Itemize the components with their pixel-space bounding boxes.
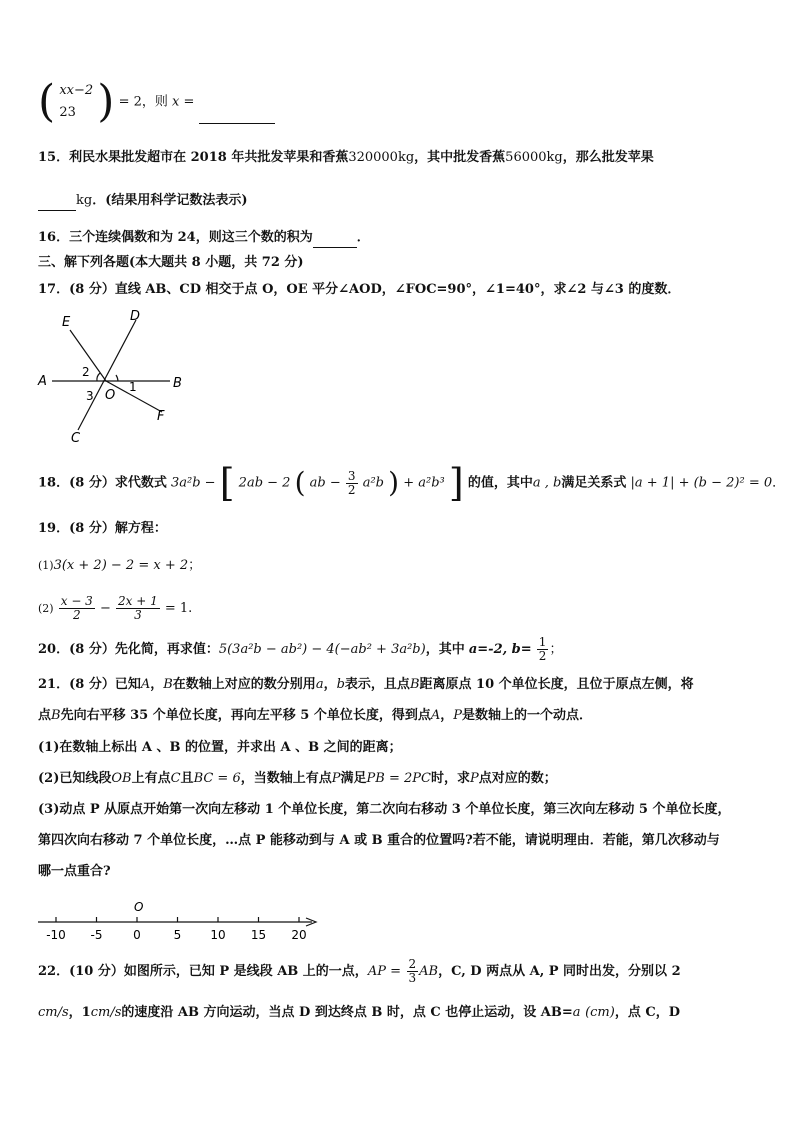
q22-frac-den: 3 <box>408 971 417 985</box>
q19-part1 <box>38 556 201 576</box>
q21-A2: A <box>430 708 441 723</box>
q18-vars: a , b <box>532 475 562 491</box>
q20-end: ； <box>549 642 563 657</box>
q21-BC: BC = 6 <box>193 771 241 786</box>
q18-expr-2: 2ab − 2 <box>238 475 291 491</box>
q21-t1d: ， <box>323 677 337 692</box>
q22-t1b: ，C, D 两点从 A, P 同时出发，分别以 2 <box>438 964 681 979</box>
q18-mid2: 满足关系式 <box>561 475 627 491</box>
label-A: A <box>38 374 47 389</box>
matrix-row-1: xx−2 <box>59 83 94 98</box>
q21-t1c: 在数轴上对应的数分别用 <box>172 677 316 692</box>
q22-line2 <box>38 1003 680 1023</box>
q18-expr-5: + a²b³ <box>403 475 445 491</box>
q19-f2-den: 3 <box>134 608 142 622</box>
q22-t2d: 的速度沿 AB 方向运动，当点 D 到达终点 B 时，点 C 也停止运动，设 AB= <box>121 1005 573 1020</box>
label-O: O <box>105 388 116 403</box>
q21-OB: OB <box>111 771 132 786</box>
q21-line1 <box>38 675 694 695</box>
q15-text-b: ，其中批发香蕉 <box>414 150 506 165</box>
q21-p2g: 点对应的数； <box>478 771 557 786</box>
q18-expr-4: a²b <box>362 475 384 491</box>
q20-values: a=-2, b= <box>468 642 532 657</box>
section-3-heading: 三、解下列各题(本大题共 8 小题，共 72 分) <box>38 255 304 270</box>
axis-origin-label: O <box>134 900 144 914</box>
q21-t1e: 表示，且点 <box>344 677 410 692</box>
axis-tick-label: 5 <box>173 928 182 942</box>
q15-value-total: 320000kg <box>348 150 415 165</box>
q16-end: ． <box>356 230 370 245</box>
q21-part2 <box>38 769 557 789</box>
q21-a: a <box>315 677 324 692</box>
paren-right: ) <box>388 466 400 499</box>
axis-tick-label: 10 <box>210 928 226 942</box>
q19-minus: − <box>99 601 111 616</box>
angle-arc-2 <box>97 373 100 381</box>
q21-p2b: 上有点 <box>131 771 171 786</box>
q15-unit: kg <box>76 193 93 208</box>
q22-unit-2: cm/s <box>90 1005 122 1020</box>
q22-cm: (cm) <box>585 1005 615 1020</box>
q16-text: 16．三个连续偶数和为 24，则这三个数的积为 <box>38 230 313 245</box>
q22-AB: AB <box>419 964 439 979</box>
q19-p2-label: (2) <box>38 602 54 615</box>
q21-B: B <box>163 677 173 692</box>
q21-t1b: ， <box>150 677 164 692</box>
q17-figure <box>30 308 190 448</box>
q18-expr-1: 3a²b − <box>170 475 216 491</box>
q21-t2c: ， <box>440 708 454 723</box>
matrix <box>59 80 93 124</box>
q21-PB: PB = 2PC <box>366 771 431 786</box>
q16-answer-blank[interactable] <box>313 233 357 248</box>
q20-mid: ，其中 <box>425 642 465 657</box>
label-angle-1: 1 <box>129 380 137 394</box>
q15-text-a: 15．利民水果批发超市在 2018 年共批发苹果和香蕉 <box>38 150 349 165</box>
q18-end: ． <box>772 475 786 491</box>
q20 <box>38 634 562 666</box>
q19-p1-end: ； <box>188 558 202 573</box>
label-E: E <box>62 315 71 330</box>
q21-p2d: ，当数轴上有点 <box>240 771 332 786</box>
q15-value-banana: 56000kg <box>505 150 563 165</box>
q21-t1a: 21．(8 分）已知 <box>38 677 141 692</box>
q20-b-den: 2 <box>538 649 547 663</box>
axis-tick-label: 20 <box>291 928 307 942</box>
q15-text-c: ，那么批发苹果 <box>562 150 654 165</box>
q19-frac-2 <box>116 595 160 622</box>
q16 <box>38 228 370 248</box>
axis-tick-label: -5 <box>90 928 103 942</box>
q18-mid: 的值，其中 <box>467 475 533 491</box>
q18-frac-num: 3 <box>347 468 356 483</box>
q15-text-d: ．(结果用科学记数法表示) <box>92 193 248 208</box>
q15-line2 <box>38 191 248 211</box>
q18-prefix: 18．(8 分）求代数式 <box>38 475 167 491</box>
q18-frac-den: 2 <box>347 482 356 497</box>
q19-f1-num: x − 3 <box>60 594 93 608</box>
q21-P2: P <box>331 771 341 786</box>
q21-B3: B <box>51 708 61 723</box>
q22-t1a: 22．(10 分）如图所示，已知 P 是线段 AB 上的一点， <box>38 964 368 979</box>
q14-tail <box>38 76 275 127</box>
q15-answer-blank[interactable] <box>38 196 76 211</box>
q19-f1-den: 2 <box>72 608 81 622</box>
q21-number-line <box>36 896 336 946</box>
q21-part1: (1)在数轴上标出 A 、B 的位置，并求出 A 、B 之间的距离； <box>38 740 402 755</box>
label-D: D <box>130 309 141 324</box>
q21-p2e: 满足 <box>340 771 367 786</box>
label-angle-2: 2 <box>82 365 90 379</box>
matrix-right-paren: ) <box>97 76 115 127</box>
axis-tick-label: 0 <box>133 928 141 942</box>
q22-a: a <box>572 1005 581 1020</box>
q19-p2-end: = 1. <box>164 601 193 616</box>
q19-p1-label: (1) <box>38 559 54 572</box>
q14-answer-blank[interactable] <box>199 109 275 124</box>
q19-f2-num: 2x + 1 <box>118 594 158 608</box>
axis-tick-label: -10 <box>46 928 66 942</box>
q21-t2b: 先向右平移 35 个单位长度，再向左平移 5 个单位长度，得到点 <box>60 708 431 723</box>
label-F: F <box>157 409 165 424</box>
q21-P3: P <box>469 771 479 786</box>
q21-B2: B <box>409 677 420 692</box>
q14-eq: = 2，则 <box>118 94 168 110</box>
q21-part3-line2: 第四次向右移动 7 个单位长度，…点 P 能移动到与 A 或 B 重合的位置吗?若不能，请说明理由．若能，第几次移动与 <box>38 833 720 848</box>
q20-frac-b <box>537 636 549 663</box>
q22-t2b: ，1 <box>68 1005 91 1020</box>
label-B: B <box>173 376 182 391</box>
q22-line1 <box>38 956 681 988</box>
bracket-right: ] <box>448 461 464 505</box>
q19-title: 19．(8 分）解方程： <box>38 521 167 536</box>
q22-unit-1: cm/s <box>38 1005 69 1020</box>
q22-frac-num: 2 <box>408 957 417 971</box>
q21-p2f: 时，求 <box>430 771 470 786</box>
q20-b-num: 1 <box>538 635 547 649</box>
q21-line2 <box>38 706 592 726</box>
axis-tick-label: 15 <box>250 928 267 942</box>
q21-p2a: (2)已知线段 <box>38 771 112 786</box>
q21-part3-line3: 哪一点重合? <box>38 864 111 879</box>
q21-A: A <box>140 677 151 692</box>
q21-t2a: 点 <box>38 708 52 723</box>
q20-expression: 5(3a²b − ab²) − 4(−ab² + 3a²b) <box>218 642 426 657</box>
bracket-left: [ <box>219 461 235 505</box>
q21-t2d: 是数轴上的一个动点． <box>461 708 592 723</box>
q21-p2c: 且 <box>180 771 194 786</box>
q19-frac-1 <box>59 595 95 622</box>
q15-line1 <box>38 148 654 168</box>
matrix-row-2: 23 <box>59 105 76 120</box>
q22-fraction <box>407 958 419 985</box>
label-C: C <box>71 431 81 446</box>
q21-P: P <box>453 708 462 723</box>
q22-t2e: ，点 C，D <box>614 1005 680 1020</box>
q21-b: b <box>336 677 345 692</box>
q21-part3-line1: (3)动点 P 从原点开始第一次向左移动 1 个单位长度，第二次向右移动 3 个单位长度，第三次向左移动 5 个单位长度， <box>38 802 731 817</box>
paren-left: ( <box>294 466 306 499</box>
q22-AP: AP = <box>367 964 401 979</box>
q20-prefix: 20．(8 分）先化简，再求值： <box>38 642 219 657</box>
q18 <box>38 463 785 504</box>
q17-text: 17．(8 分）直线 AB、CD 相交于点 O，OE 平分∠AOD，∠FOC=90°，∠1=40°，求∠2 与∠3 的度数． <box>38 282 681 297</box>
label-angle-3: 3 <box>86 389 94 403</box>
angle-arc-1 <box>116 375 118 381</box>
matrix-left-paren: ( <box>38 76 56 127</box>
q19-part2 <box>38 593 192 625</box>
q18-condition: |a + 1| + (b − 2)² = 0 <box>630 475 773 491</box>
q18-fraction <box>346 470 358 497</box>
q21-C: C <box>170 771 181 786</box>
q21-t1f: 距离原点 10 个单位长度，且位于原点左侧，将 <box>419 677 694 692</box>
q18-expr-3: ab − <box>309 475 341 491</box>
q19-p1-equation: 3(x + 2) − 2 = x + 2 <box>53 558 189 573</box>
q14-var: x = <box>172 94 195 110</box>
